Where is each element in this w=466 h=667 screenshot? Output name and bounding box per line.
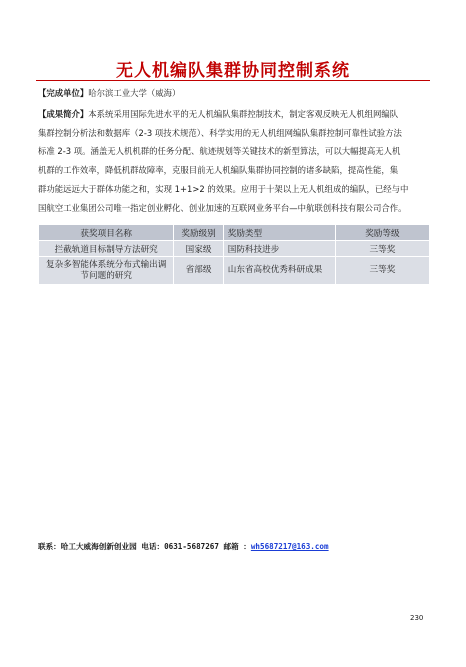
contact-line (38, 541, 329, 552)
summary-text: 本系统采用国际先进水平的无人机编队集群控制技术，制定客观反映无人机组网编队 (88, 109, 399, 119)
cell-award-grade: 三等奖 (335, 257, 429, 285)
header-award-level: 奖励级别 (174, 225, 223, 241)
cell-award-type: 山东省高校优秀科研成果 (223, 257, 335, 285)
cell-award-name: 拦截轨道目标制导方法研究 (39, 241, 174, 257)
cell-award-type: 国防科技进步 (223, 241, 335, 257)
summary-line: 群功能远远大于群体功能之和，实现 1+1>2 的效果。应用于十架以上无人机组成的编队，已经与中 (38, 183, 409, 194)
awards-table (38, 224, 430, 285)
completion-unit (38, 87, 180, 99)
cell-award-grade: 三等奖 (335, 241, 429, 257)
completion-unit-label: 【完成单位】 (38, 88, 89, 98)
summary-label: 【成果简介】 (38, 109, 89, 119)
table-row (39, 257, 430, 285)
summary-line: 标准 2-3 项。涵盖无人机机群的任务分配、航迹规划等关键技术的新型算法，可以大幅提高无人机 (38, 146, 401, 157)
summary-line: 国航空工业集团公司唯一指定创业孵化、创业加速的互联网业务平台—中航联创科技有限公司合作。 (38, 202, 407, 213)
cell-award-name: 复杂多智能体系统分布式输出调节问题的研究 (39, 257, 174, 285)
completion-unit-value: 哈尔滨工业大学（威海） (88, 88, 181, 98)
title-divider (36, 80, 430, 81)
header-award-type: 奖励类型 (223, 225, 335, 241)
summary-line: 机群的工作效率，降低机群故障率，克服目前无人机编队集群协同控制的诸多缺陷，提高性能，集 (38, 165, 399, 176)
table-row (39, 241, 430, 257)
page-number: 230 (410, 614, 424, 622)
summary-line: 集群控制分析法和数据库（2-3 项技术规范）、科学实用的无人机组网编队集群控制可靠性试验方法 (38, 127, 402, 138)
cell-award-level: 国家级 (174, 241, 223, 257)
contact-email-link[interactable]: wh5687217@163.com (250, 542, 329, 551)
page-title: 无人机编队集群协同控制系统 (116, 61, 350, 81)
summary-line (38, 105, 430, 124)
cell-award-level: 省部级 (174, 257, 223, 285)
contact-info: 联系：哈工大威海创新创业园 电话：0631-5687267 邮箱 ： (38, 542, 251, 551)
header-award-name: 获奖项目名称 (39, 225, 174, 241)
summary-section (38, 105, 430, 217)
header-award-grade: 奖励等级 (335, 225, 429, 241)
table-header-row (39, 225, 430, 241)
